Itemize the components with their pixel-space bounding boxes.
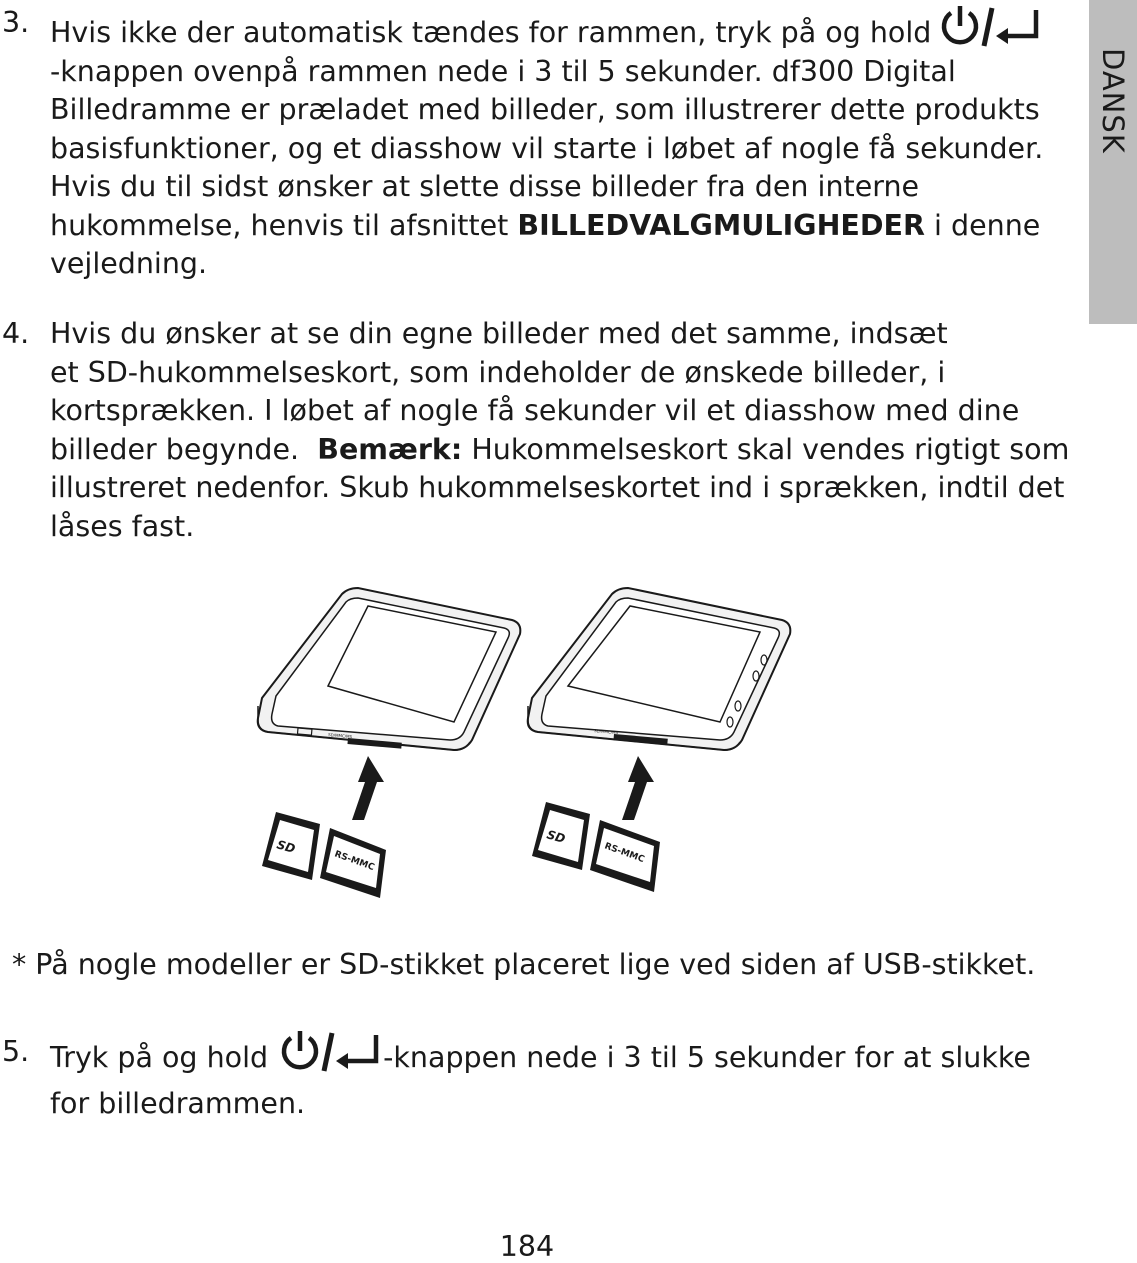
insert-arrow-left [352, 756, 384, 820]
step-3-number: 3. [2, 6, 30, 39]
step-4 [0, 315, 1070, 546]
step-3-line-7: vejledning. [50, 247, 208, 280]
step-3-line-4: basisfunktioner, og et diasshow vil starte i løbet af nogle få sekunder. [50, 131, 1044, 165]
step-3-text-6a: hukommelse, henvis til afsnittet [50, 208, 509, 242]
step-5-number: 5. [2, 1035, 30, 1068]
photo-frame-left [258, 588, 521, 750]
photo-frame-right [528, 588, 791, 750]
card-insertion-illustration [250, 580, 810, 910]
slot-label-right: SD/MMC/MS [593, 728, 619, 736]
step-4-line-5: illustreret nedenfor. Skub hukommelseskortet ind i sprækken, indtil det [50, 471, 1065, 504]
step-3-line-1 [50, 4, 1070, 53]
sd-card-right [532, 802, 590, 870]
step-5-text-1a: Tryk på og hold [50, 1041, 269, 1074]
step-3-text-1: Hvis ikke der automatisk tændes for rammen, tryk på og hold [50, 16, 932, 49]
sd-card-left [262, 812, 320, 880]
step-3 [0, 4, 1070, 284]
sd-card-right-label: SD [545, 827, 567, 847]
step-3-text-6b: i denne [934, 208, 1041, 242]
power-enter-icon [940, 4, 1040, 48]
step-4-line-3: kortsprækken. I løbet af nogle få sekunder vil et diasshow med dine [50, 394, 1020, 427]
page-number: 184 [499, 1230, 555, 1263]
step-3-line-2: -knappen ovenpå rammen nede i 3 til 5 sekunder. df300 Digital [50, 54, 956, 88]
step-4-number: 4. [2, 317, 30, 350]
note-label: Bemærk: [317, 432, 463, 466]
step-3-line-5: Hvis du til sidst ønsker at slette disse billeder fra den interne [50, 170, 920, 203]
step-5-line-2: for billedrammen. [50, 1087, 306, 1120]
rs-mmc-card-right-label: RS-MMC [602, 841, 646, 866]
rs-mmc-card-left [320, 828, 386, 898]
footnote: * På nogle modeller er SD-stikket placeret lige ved siden af USB-stikket. [12, 948, 1036, 981]
step-5 [0, 1029, 1070, 1127]
step-4-text-4a: billeder begynde. [50, 432, 300, 466]
power-enter-icon [277, 1029, 383, 1073]
insert-arrow-right [622, 756, 654, 820]
step-5-text-1b: -knappen nede i 3 til 5 sekunder for at slukke [383, 1041, 1031, 1074]
rs-mmc-card-left-label: RS-MMC [332, 849, 376, 874]
step-4-line-2: et SD-hukommelseskort, som indeholder de ønskede billeder, i [50, 355, 946, 389]
step-3-line-3: Billedramme er præladet med billeder, som illustrerer dette produkts [50, 93, 1040, 126]
step-4-text-4b: Hukommelseskort skal vendes rigtigt som [471, 432, 1070, 466]
language-tab-label: DANSK [1096, 48, 1130, 154]
step-4-line-6: låses fast. [50, 509, 195, 543]
slot-label-left: SD/MMC/MS [327, 732, 353, 740]
step-5-line-1 [50, 1029, 1070, 1081]
step-4-line-4 [50, 431, 1070, 470]
rs-mmc-card-right [590, 820, 660, 892]
sd-card-left-label: SD [275, 837, 297, 857]
section-reference: BILLEDVALGMULIGHEDER [517, 208, 925, 242]
step-3-line-6 [50, 207, 1070, 246]
step-4-line-1: Hvis du ønsker at se din egne billeder med det samme, indsæt [50, 317, 948, 350]
